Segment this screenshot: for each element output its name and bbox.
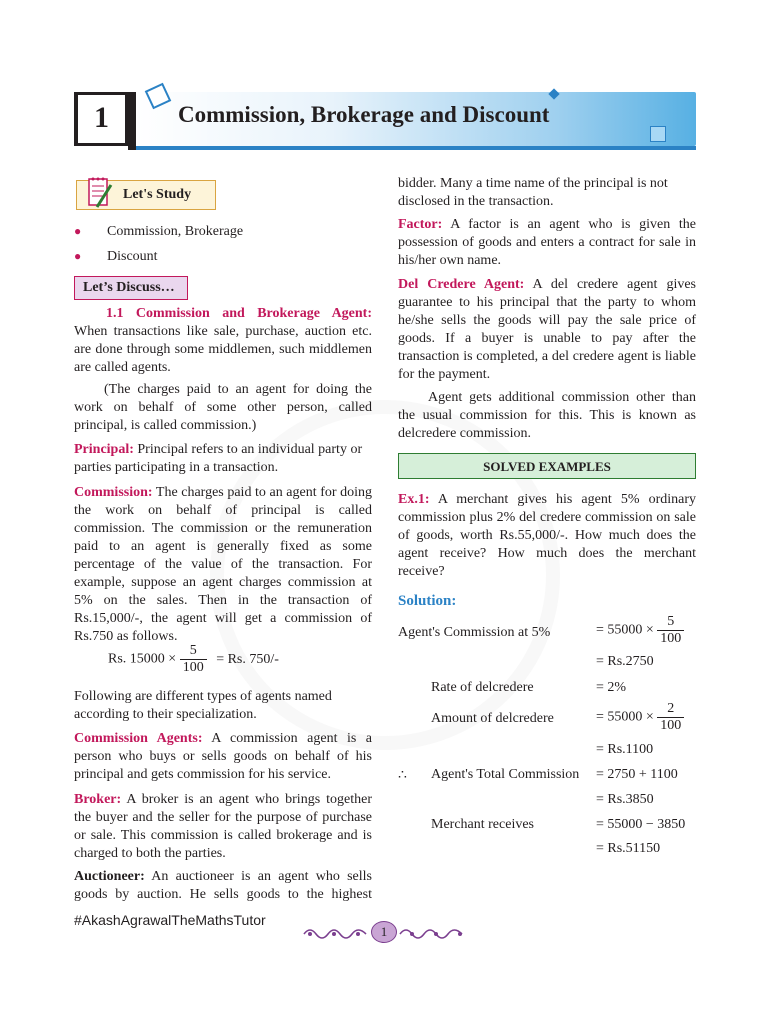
expr-fraction	[657, 701, 684, 734]
study-item-label: Commission, Brokerage	[107, 224, 244, 239]
chapter-title: Commission, Brokerage and Discount	[178, 102, 550, 127]
chapter-number-shadow	[128, 92, 136, 150]
fraction-denominator: 100	[657, 717, 684, 734]
solved-examples-label: SOLVED EXAMPLES	[483, 459, 611, 474]
amount-result: = Rs.1100	[596, 742, 654, 757]
merchant-receives-expr: = 55000 − 3850	[596, 817, 686, 832]
example-1	[398, 491, 696, 581]
header-underline	[136, 146, 696, 150]
commission-agents-definition	[74, 730, 372, 784]
fraction-denominator: 100	[657, 630, 684, 647]
factor-definition	[398, 216, 696, 270]
del-credere-definition	[398, 276, 696, 384]
solved-examples-banner	[398, 453, 696, 479]
fraction-denominator: 100	[180, 659, 207, 676]
delcredere-commission-note: Agent gets additional commission other than the usual commission for this. This is known as delcredere commission.	[398, 390, 696, 441]
bullet-icon: ●	[74, 249, 82, 263]
rate-label: Rate of delcredere	[431, 680, 534, 695]
solution-label	[398, 593, 456, 610]
term-del-credere: Del Credere Agent:	[398, 277, 525, 292]
principal-text: Principal refers to an individual party or parties participating in a transaction.	[74, 442, 363, 475]
agent-commission-label: Agent's Commission at 5%	[398, 625, 551, 640]
page-number: 1	[371, 921, 397, 943]
footer-hashtag: #AkashAgrawalTheMathsTutor	[74, 912, 266, 928]
commission-text: The charges paid to an agent for doing the work on behalf of principal is called commission. The commission or the remuneration paid to an agent is generally fixed as some percentage of the value of the transaction. For example, suppose an agent charges commission at 5% on the sales. Then in the transaction of Rs.15,000/-, the agent will get a commission of Rs.750 as follows.	[74, 485, 372, 644]
del-credere-text: A del credere agent gives guarantee to his principal that the party to whom he/she sells the goods will pay the sale price of goods. If a buyer is unable to pay after the transaction is completed, a del credere agent is liable for the payment.	[398, 277, 696, 382]
total-commission-expr: = 2750 + 1100	[596, 767, 678, 782]
section-intro-text: When transactions like sale, purchase, auction etc. are done through some middlemen, such middlemen are called agents.	[74, 324, 372, 375]
term-ex1: Ex.1:	[398, 492, 430, 507]
total-commission-result: = Rs.3850	[596, 792, 654, 807]
bullet-icon: ●	[74, 224, 82, 238]
expr-text: = 55000 ×	[596, 709, 654, 725]
lets-study-label: Let's Study	[123, 187, 192, 202]
merchant-receives-label: Merchant receives	[431, 817, 534, 832]
fraction-numerator: 5	[667, 614, 675, 629]
fraction-numerator: 5	[189, 643, 197, 658]
chapter-number: 1	[94, 101, 109, 134]
term-factor: Factor:	[398, 217, 443, 232]
principal-definition	[74, 441, 372, 477]
term-commission: Commission:	[74, 485, 153, 500]
types-intro: Following are different types of agents named according to their specialization.	[74, 689, 332, 722]
section-intro	[74, 305, 372, 377]
section-heading: 1.1 Commission and Brokerage Agent:	[106, 306, 372, 321]
chapter-number-box	[74, 92, 128, 146]
example-formula	[108, 643, 279, 676]
broker-text: A broker is an agent who brings together the buyer and the seller for the purpose of purchase or sale. This commission is called brokerage and is charged to both the parties.	[74, 792, 372, 861]
amount-expr	[596, 701, 684, 734]
auctioneer-text: An auctioneer is an agent who sells goods by auction. He sells goods to the highest	[74, 869, 372, 902]
study-list-item	[74, 249, 158, 265]
formula-fraction	[180, 643, 207, 676]
term-auctioneer: Auctioneer:	[74, 869, 145, 884]
auctioneer-tail-text: bidder. Many a time name of the principal is not disclosed in the transaction.	[398, 176, 668, 209]
notepad-pencil-icon	[87, 175, 113, 209]
term-broker: Broker:	[74, 792, 122, 807]
decorative-square-icon	[650, 126, 666, 142]
charges-note: (The charges paid to an agent for doing the work on behalf of some other person, called principal, is called commission.)	[74, 382, 372, 433]
agent-commission-expr	[596, 614, 684, 647]
ex1-text: A merchant gives his agent 5% ordinary commission plus 2% del credere commission on sale of goods, worth Rs.55,000/-. How much does the agent receive? How much does the merchant receive?	[398, 492, 696, 579]
term-commission-agents: Commission Agents:	[74, 731, 203, 746]
lets-discuss-box	[74, 276, 188, 300]
term-principal: Principal:	[74, 442, 134, 457]
amount-label: Amount of delcredere	[431, 711, 554, 726]
rate-value: = 2%	[596, 680, 627, 695]
commission-definition	[74, 484, 372, 646]
lets-discuss-label: Let’s Discuss…	[83, 280, 175, 295]
merchant-receives-result: = Rs.51150	[596, 841, 661, 856]
auctioneer-definition	[74, 868, 372, 904]
commission-agents-text: A commission agent is a person who buys or sells goods on behalf of his principal and gets commission for his service.	[74, 731, 372, 782]
formula-lhs: Rs. 15000 ×	[108, 651, 177, 667]
fraction-numerator: 2	[667, 701, 675, 716]
chapter-header	[74, 88, 696, 152]
formula-rhs: = Rs. 750/-	[216, 651, 279, 667]
auctioneer-tail	[398, 175, 696, 211]
therefore-symbol: ∴	[398, 768, 407, 783]
broker-definition	[74, 791, 372, 863]
study-item-label: Discount	[107, 249, 158, 264]
page-number-ornament	[300, 920, 470, 946]
factor-text: A factor is an agent who is given the possession of goods and enters a contract for sale in his/her own name.	[398, 217, 696, 268]
expr-text: = 55000 ×	[596, 622, 654, 638]
lets-study-box	[76, 180, 216, 210]
agent-commission-result: = Rs.2750	[596, 654, 654, 669]
solution-heading: Solution:	[398, 593, 457, 609]
expr-fraction	[657, 614, 684, 647]
total-commission-label: Agent's Total Commission	[431, 767, 580, 782]
study-list-item	[74, 224, 244, 240]
